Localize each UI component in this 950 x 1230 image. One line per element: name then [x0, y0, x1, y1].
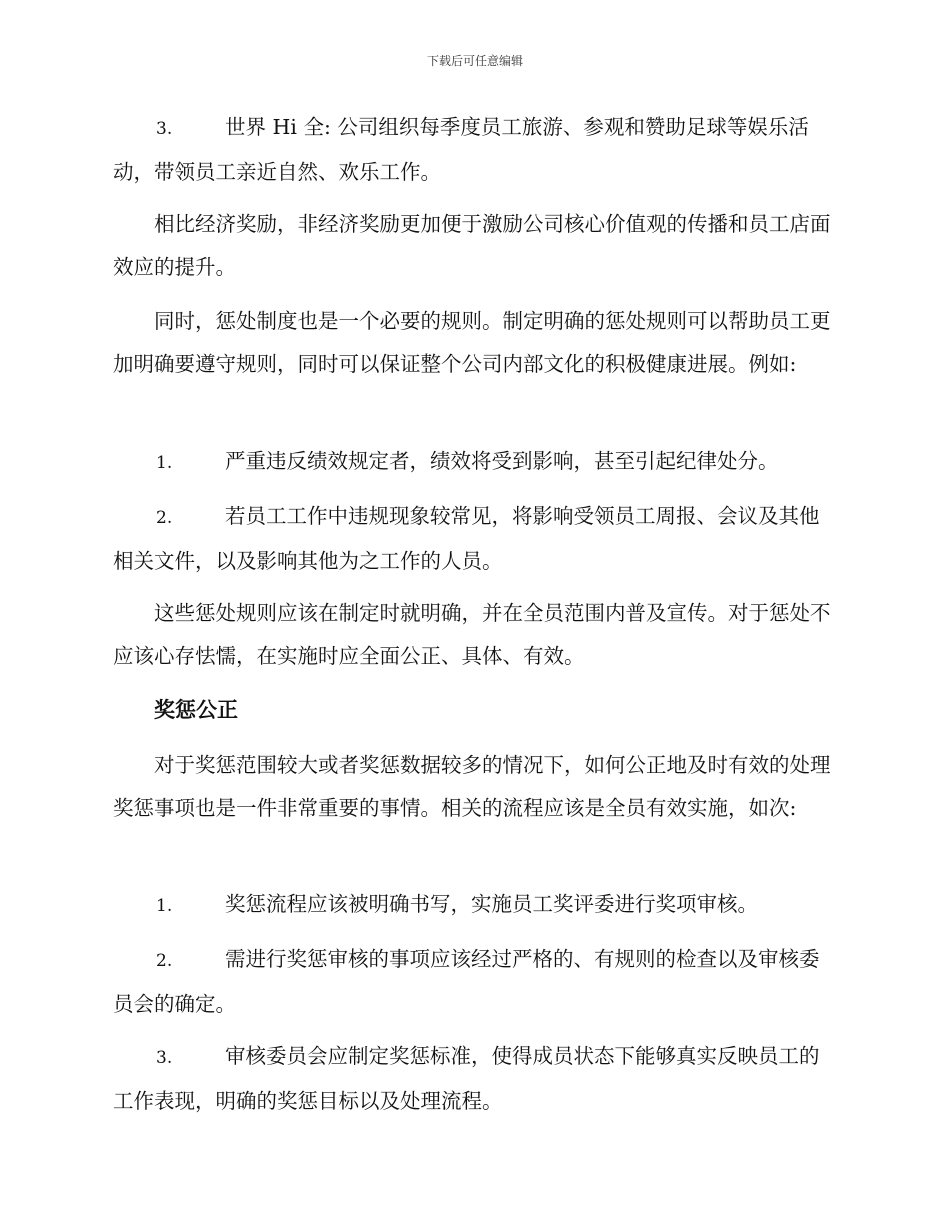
list-item [113, 440, 835, 485]
list-number: 1. [156, 896, 173, 916]
paragraph: 同时，惩处制度也是一个必要的规则。制定明确的惩处规则可以帮助员工更加明确要遵守规则，同时可以保证整个公司内部文化的积极健康进展。例如: [113, 309, 831, 376]
list-number: 1. [156, 453, 173, 473]
list-number: 3. [156, 1048, 173, 1068]
list-number: 3. [156, 119, 173, 139]
list-item [113, 938, 835, 1026]
list-number: 2. [156, 508, 173, 528]
section-heading: 奖惩公正 [154, 698, 238, 722]
list-item-text: 需进行奖惩审核的事项应该经过严格的、有规则的检查以及审核委员会的确定。 [113, 947, 820, 1016]
list-item-text: 奖惩流程应该被明确书写，实施员工奖评委进行奖项审核。 [225, 892, 758, 916]
list-item-text: 审核委员会应制定奖惩标准，使得成员状态下能够真实反映员工的工作表现，明确的奖惩目标以及处理流程。 [113, 1044, 820, 1113]
list-item [113, 1035, 835, 1123]
list-item-text: 严重违反绩效规定者，绩效将受到影响，甚至引起纪律处分。 [225, 449, 779, 473]
list-item-text: 世界 Hi 全: 公司组织每季度员工旅游、参观和赞助足球等娱乐活动，带领员工亲近自然、欢乐工作。 [113, 115, 809, 184]
list-item-text: 若员工工作中违规现象较常见，将影响受领员工周报、会议及其他相关文件，以及影响其他为之工作的人员。 [113, 504, 820, 573]
list-number: 2. [156, 951, 173, 971]
paragraph: 这些惩处规则应该在制定时就明确，并在全员范围内普及宣传。对于惩处不应该心存怯懦，在实施时应全面公正、具体、有效。 [113, 601, 831, 668]
page-header: 下载后可任意编辑 [426, 54, 523, 68]
paragraph: 对于奖惩范围较大或者奖惩数据较多的情况下，如何公正地及时有效的处理奖惩事项也是一件非常重要的事情。相关的流程应该是全员有效实施，如次: [113, 753, 831, 820]
paragraph: 相比经济奖励，非经济奖励更加便于激励公司核心价值观的传播和员工店面效应的提升。 [113, 212, 831, 279]
list-item [113, 106, 835, 194]
list-item [113, 883, 835, 928]
list-item [113, 495, 835, 583]
